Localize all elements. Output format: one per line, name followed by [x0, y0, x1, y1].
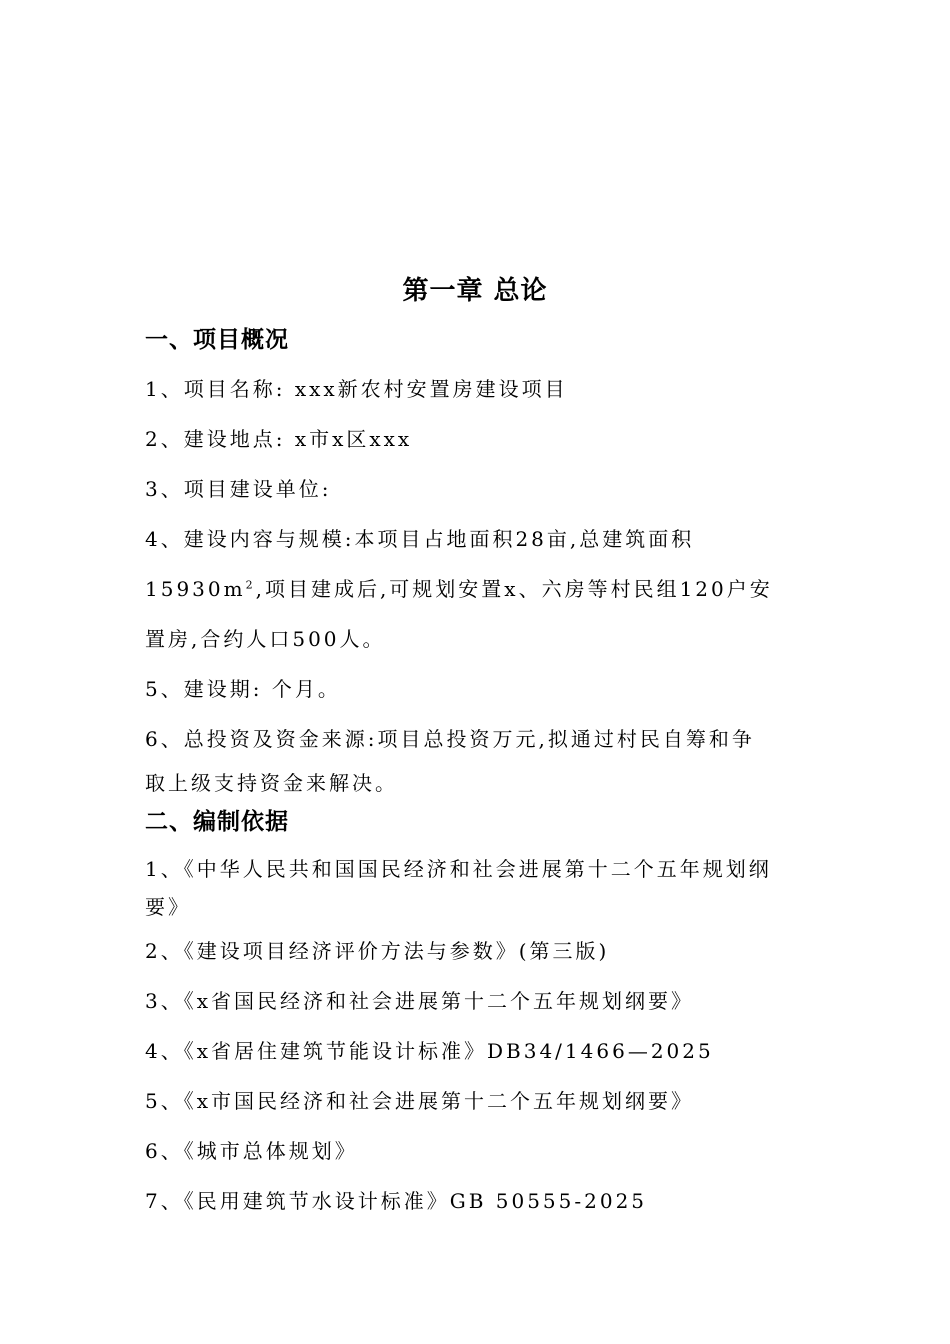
text-line: 5、建设期: 个月。 [145, 677, 341, 701]
section-heading-basis: 二、编制依据 [145, 808, 289, 835]
basis-item-3 [145, 976, 810, 1026]
text-line: 2、建设地点: x市x区xxx [145, 427, 413, 451]
basis-item-4 [145, 1026, 810, 1076]
text-line: 3、项目建设单位: [145, 477, 332, 501]
overview-item-location [145, 414, 810, 464]
basis-item-6 [145, 1126, 810, 1176]
document-body [145, 320, 810, 1226]
text-line: 1、项目名称: xxx新农村安置房建设项目 [145, 377, 568, 401]
text-line: 3、《x省国民经济和社会进展第十二个五年规划纲要》 [145, 989, 695, 1013]
area-unit-superscript: 2 [245, 578, 256, 592]
basis-item-2 [145, 926, 810, 976]
text-line: 2、《建设项目经济评价方法与参数》(第三版) [145, 939, 610, 963]
area-value: 15930m [145, 577, 246, 601]
text-line: 置房,合约人口500人。 [145, 627, 386, 651]
overview-item-scope [145, 514, 810, 664]
text-line: 6、总投资及资金来源:项目总投资万元,拟通过村民自筹和争 [145, 727, 755, 751]
text-line-with-superscript [145, 564, 810, 614]
basis-item-1 [145, 850, 810, 926]
text-line: 7、《民用建筑节水设计标准》GB 50555-2025 [145, 1189, 648, 1213]
overview-item-project-name [145, 364, 810, 414]
section-heading-overview: 一、项目概况 [145, 326, 289, 353]
basis-item-5 [145, 1076, 810, 1126]
text-line: 取上级支持资金来解决。 [145, 771, 398, 795]
text-line: 4、建设内容与规模:本项目占地面积28亩,总建筑面积 [145, 527, 695, 551]
overview-item-builder [145, 464, 810, 514]
basis-item-7 [145, 1176, 810, 1226]
overview-item-investment [145, 714, 810, 802]
text-line: 4、《x省居住建筑节能设计标准》DB34/1466—2025 [145, 1039, 714, 1063]
text-line: 6、《城市总体规划》 [145, 1139, 358, 1163]
text-line: 要》 [145, 895, 191, 919]
text-fragment: ,项目建成后,可规划安置x、六房等村民组120户安 [255, 577, 773, 601]
chapter-title: 第一章 总论 [402, 276, 548, 306]
text-line: 1、《中华人民共和国国民经济和社会进展第十二个五年规划纲 [145, 857, 772, 881]
text-line: 5、《x市国民经济和社会进展第十二个五年规划纲要》 [145, 1089, 695, 1113]
overview-item-period [145, 664, 810, 714]
